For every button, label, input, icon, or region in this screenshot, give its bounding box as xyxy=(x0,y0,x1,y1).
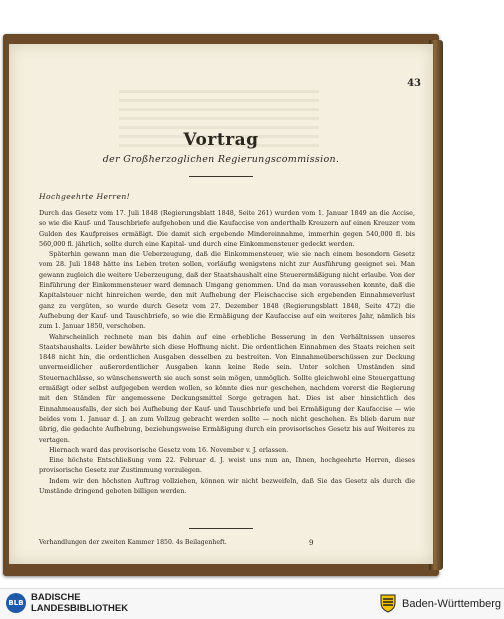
body-text xyxy=(39,208,415,496)
page-title: Vortrag xyxy=(183,130,259,150)
state-name[interactable]: Baden-Württemberg xyxy=(402,598,502,610)
library-name-line2: LANDESBIBLIOTHEK xyxy=(31,602,129,614)
paragraph: Indem wir den höchsten Auftrag vollziehen, können wir nicht bezweifeln, daß Sie das Gesetz als durch die Umstände dringend geboten billigen werden. xyxy=(39,476,415,496)
scanned-page xyxy=(9,44,433,564)
paragraph: Hiernach ward das provisorische Gesetz vom 16. November v. J. erlassen. xyxy=(49,445,289,454)
footer-divider xyxy=(189,528,253,529)
coat-of-arms-icon[interactable] xyxy=(378,593,398,613)
footer-note: Verhandlungen der zweiten Kammer 1850. 4s Beilagenheft. xyxy=(39,539,227,546)
paragraph: Eine höchste Entschließung vom 22. Februar d. J. weist uns nun an, Ihnen, hochgeehrte Herren, dieses provisorische Gesetz zur Zustimmung vorzulegen. xyxy=(39,456,415,475)
title-divider xyxy=(189,176,253,177)
page-number: 43 xyxy=(407,78,421,89)
greeting: Hochgeehrte Herren! xyxy=(39,192,131,201)
library-name[interactable] xyxy=(31,593,128,614)
paragraph: Späterhin gewann man die Ueberzeugung, daß die Einkommensteuer, wie sie nach einem besondern Gesetz vom 28. Juli 1848 hätte ins Leben treten sollen, vorläufig wenigstens nicht zur Ausführung geeignet sei. Man gewann zugleich die weitere Ueberzeugung, daß der Staatshaushalt eine Steuerermäßigung nicht erlaube. Von der Einführung der Einkommensteuer ward demnach Umgang genommen. Und da man voraussehen konnte, daß die Kapitalsteuer nicht hinreichen werde, den mit Aufhebung der Fleischaccise sich ergebenden Einnahmeverlust ganz zu vergüten, so wurde durch Gesetz vom 27. Dezember 1848 (Regierungsblatt 1848, Seite 472) die Aufhebung der Kauf- und Tauschbriefe, so wie die Ermäßigung der Kaufaccise auf ein weiteres Jahr, nämlich bis zum 1. Januar 1850, verschoben. xyxy=(39,250,415,331)
library-name-line1: BADISCHE xyxy=(31,592,81,603)
page-subtitle: der Großherzoglichen Regierungscommission. xyxy=(102,154,340,165)
paragraph: Wahrscheinlich rechnete man bis dahin auf eine erhebliche Besserung in den Verhältnissen unseres Staatshaushalts. Leider bewährte sich diese Hoffnung nicht. Die ordentlichen Einnahmen des Staats reichen seit 1848 nicht hin, die ordentlichen Ausgaben desselben zu bestreiten. Von Einnahmeüberschüssen zur Deckung unvermeidlicher außerordentlicher Ausgaben kann keine Rede sein. Unter solchen Umständen sind Steuernachlässe, so wünschenswerth sie auch sonst sein mögen, unmöglich. Sollte gleichwohl eine Steuergattung ermäßigt oder selbst aufgegeben werden wollen, so könnte dies nur geschehen, nachdem vorerst die Regierung mit den Ständen für angemessene Deckungsmittel Sorge getragen hat. Dies ist aber hinsichtlich des Einnahmeausfalls, der sich bei Aufhebung der Kauf- und Tauschbriefe und bei Ermäßigung der Kaufaccise — wie beides vom 1. Januar d. J. an zum Vollzug gebracht werden sollte — noch nicht geschehen. Es blieb darum nur übrig, die gedachte Aufhebung, beziehungsweise Ermäßigung durch ein provisorisches Gesetz bis auf Weiteres zu vertagen. xyxy=(39,332,415,444)
signature-mark: 9 xyxy=(309,539,314,547)
paragraph: Durch das Gesetz vom 17. Juli 1848 (Regierungsblatt 1848, Seite 261) wurden vom 1. Januar 1849 an die Accise, so wie die Kauf- und Tauschbriefe aufgehoben und die Kaufaccise von anderthalb Kreuzern auf einen Kreuzer vom Gulden des Kaufpreises ermäßigt. Die damit sich ergebende Mindereinnahme, immerhin gegen 540,000 fl. bis 560,000 fl. jährlich, sollte durch eine Kapital- und durch eine Einkommensteuer gedeckt werden. xyxy=(39,209,415,248)
blb-logo[interactable]: BLB xyxy=(6,593,26,613)
